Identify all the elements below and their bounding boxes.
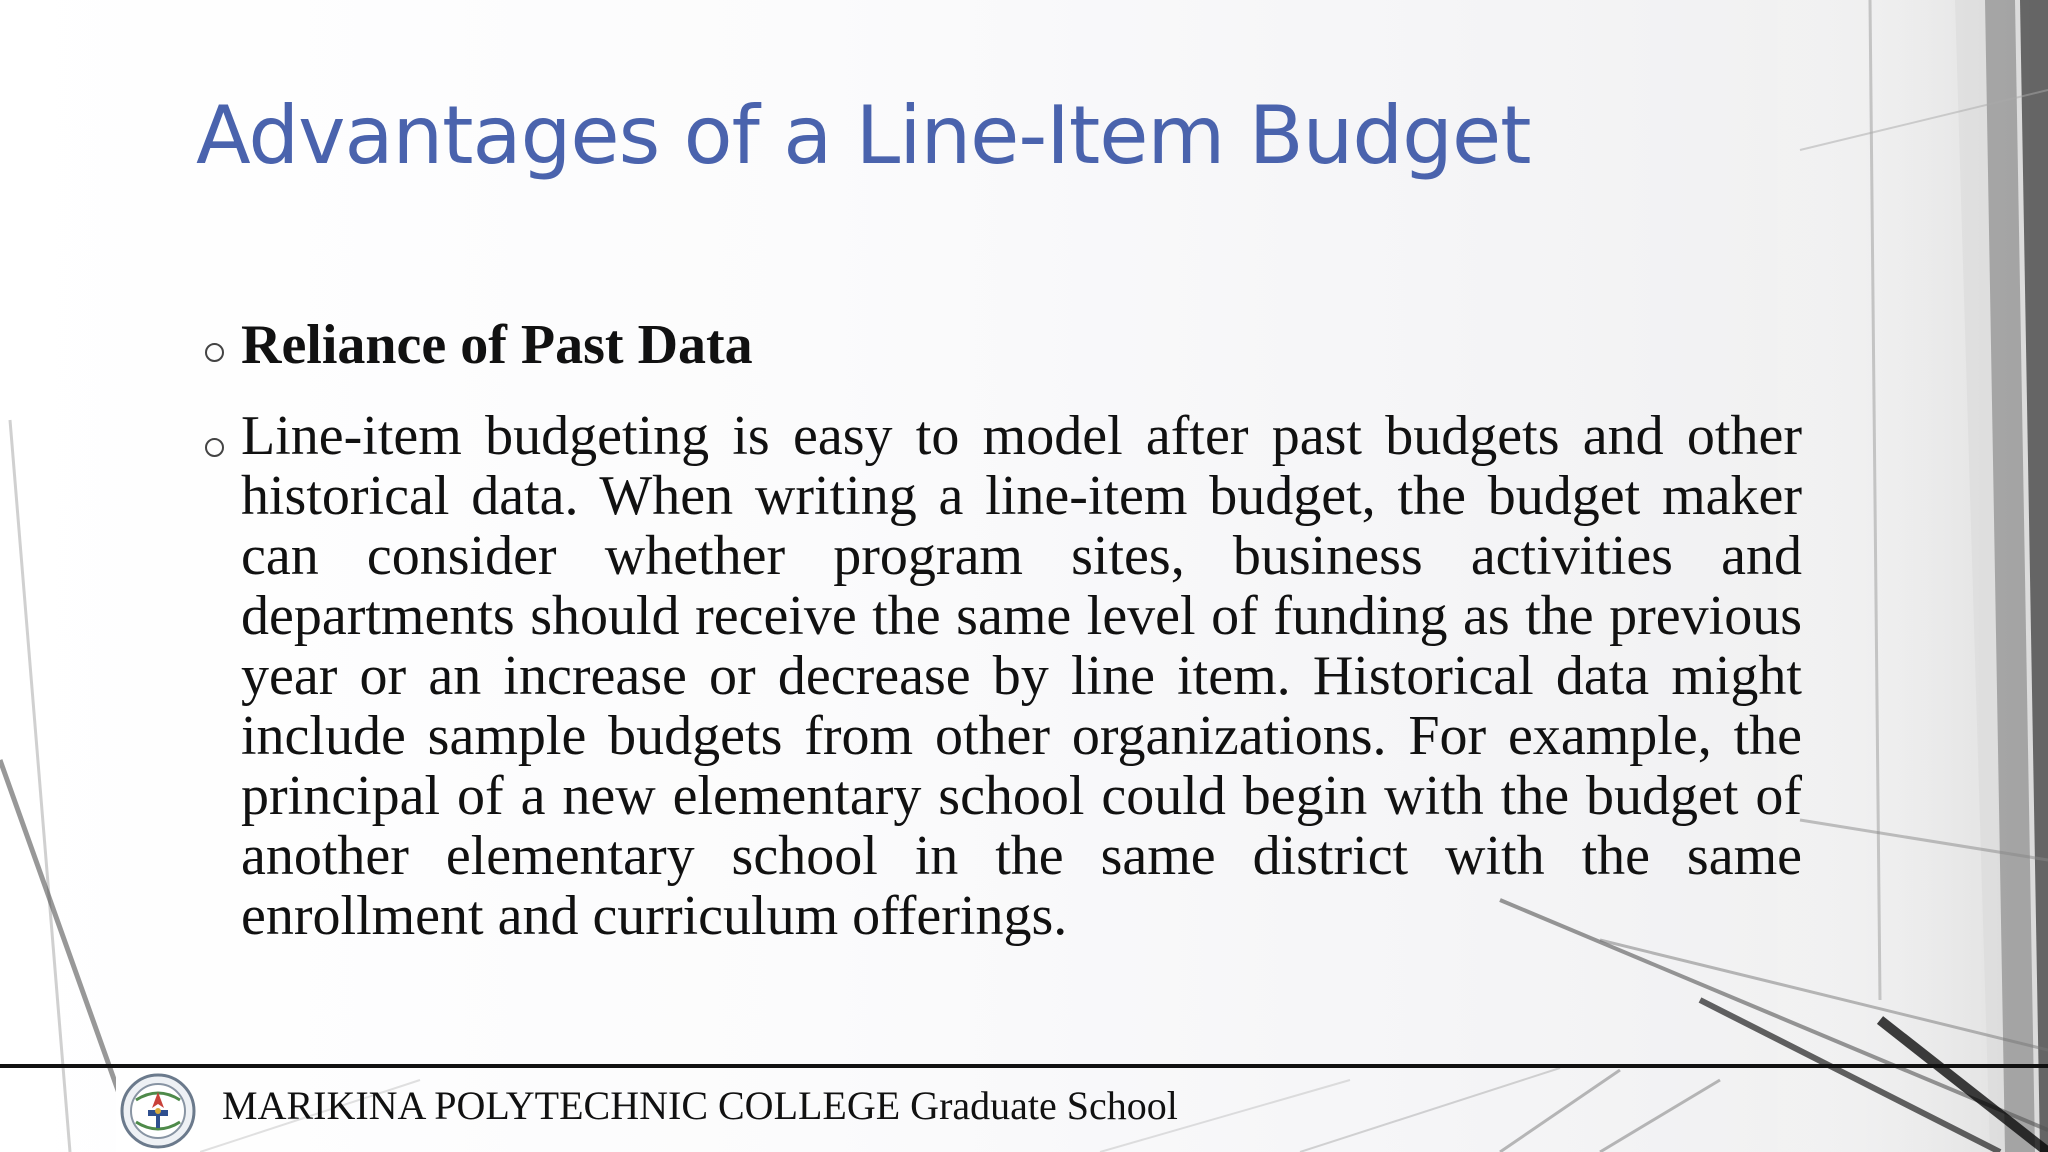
- bullet-item-body: [196, 406, 1802, 946]
- bullet-item-heading: [196, 310, 1802, 380]
- bullet-list: [196, 310, 1802, 946]
- hollow-circle-icon: [205, 343, 224, 362]
- footer-divider: [0, 1064, 2048, 1068]
- bullet-text: Line-item budgeting is easy to model after past budgets and other historical data. When writing a line-item budget, the budget maker can consider whether program sites, business activities and departments should receive the same level of funding as the previous year or an increase or decrease by line item. Historical data might include sample budgets from other organizations. For example, the principal of a new elementary school could begin with the budget of another elementary school in the same district with the same enrollment and curriculum offerings.: [241, 405, 1802, 947]
- footer-institution-name: MARIKINA POLYTECHNIC COLLEGE Graduate School: [222, 1083, 1178, 1128]
- bullet-text: Reliance of Past Data: [241, 314, 753, 376]
- slide-title: Advantages of a Line-Item Budget: [196, 89, 1531, 182]
- hollow-circle-icon: [205, 438, 224, 457]
- college-seal-icon: [116, 1070, 200, 1152]
